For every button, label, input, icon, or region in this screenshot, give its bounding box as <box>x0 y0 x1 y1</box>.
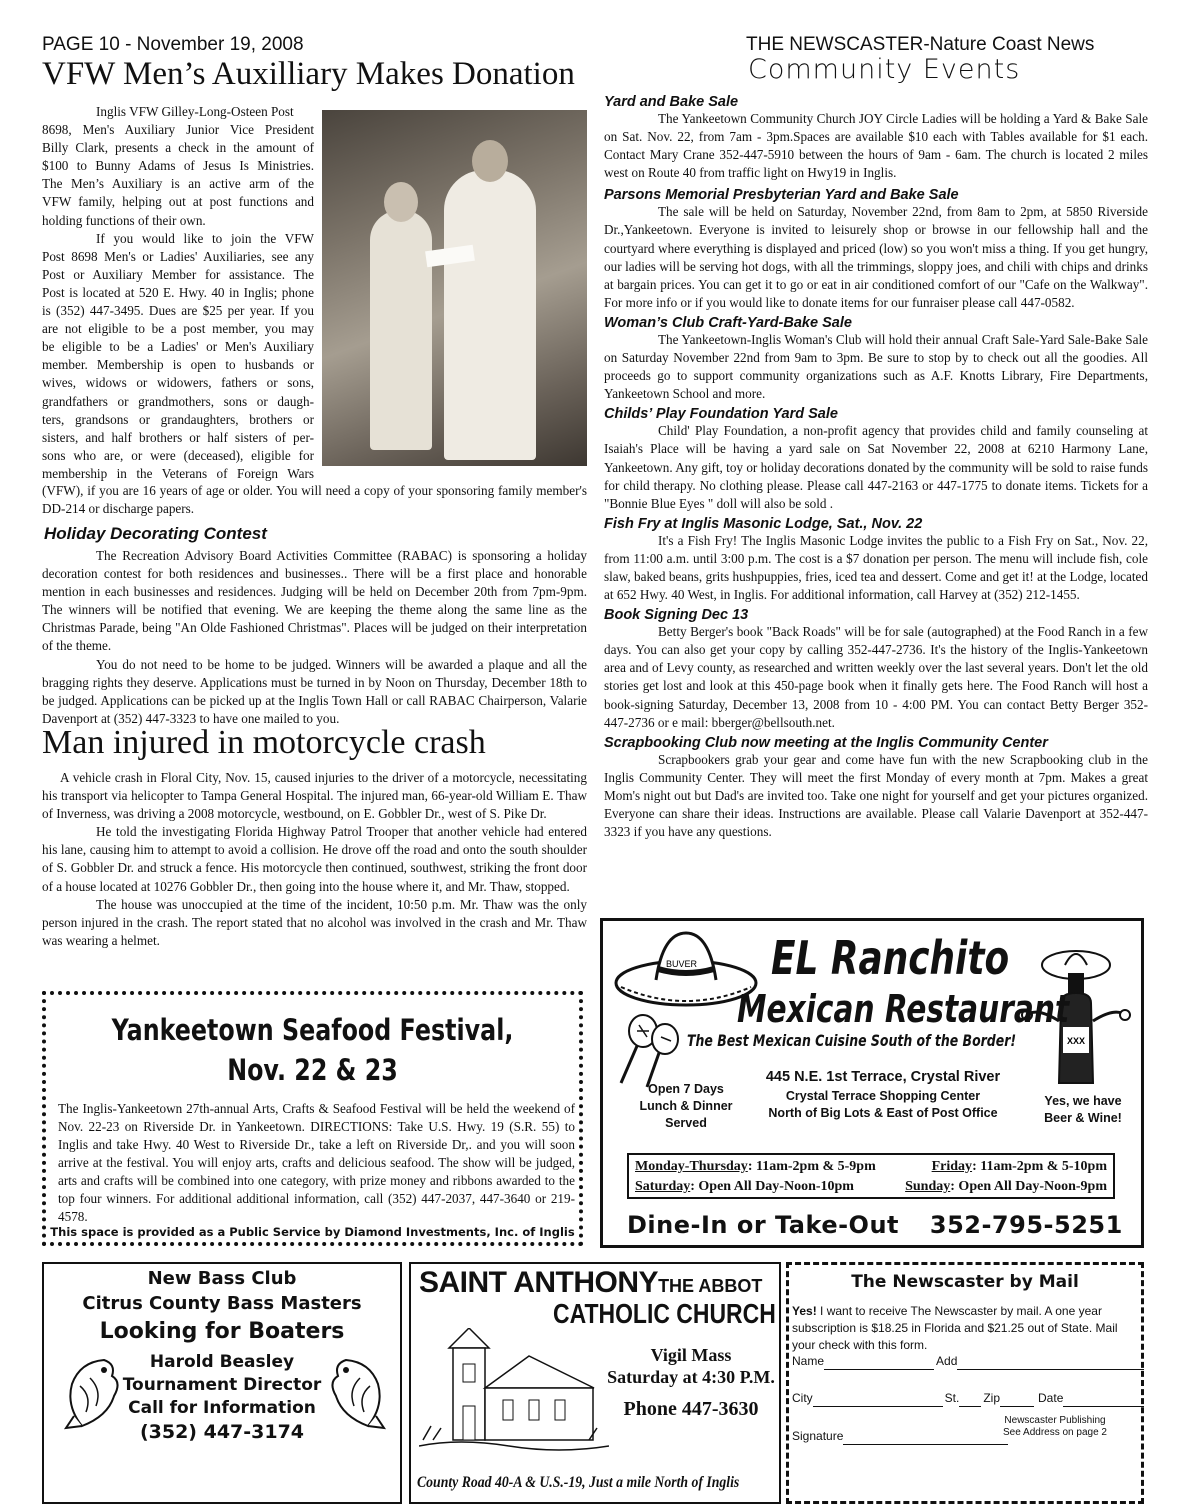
zip-label: Zip <box>983 1391 1001 1405</box>
bass-line-2: Citrus County Bass Masters <box>82 1293 362 1314</box>
event-heading: Scrapbooking Club now meeting at the Inglis Community Center <box>604 734 1048 751</box>
open-line: Lunch & Dinner <box>639 1099 733 1113</box>
ranchito-center: Crystal Terrace Shopping Center <box>785 1089 981 1103</box>
subscription-body: I want to receive The Newscaster by mail. A one year subscription is $18.25 in Florida and $21.25 out of State. Mail your check with this form. <box>792 1304 1118 1352</box>
open-line: Served <box>665 1116 707 1130</box>
name-field[interactable] <box>824 1353 934 1370</box>
seafood-festival-box <box>42 991 583 1246</box>
hours-item <box>635 1157 876 1177</box>
vfw-line: VFW family, helping out at post functions and <box>42 194 314 210</box>
vfw-line: ters, grandsons or grandaughters, brothers or <box>42 411 314 427</box>
vfw-photo <box>322 110 587 466</box>
holiday-paragraph-1: The Recreation Advisory Board Activities Committee (RABAC) is sponsoring a holiday decoration contest for both residences and businesses.. There will be a first place and honorable mention in each businesses and residences. Judging will be held on December 20th from 7pm-9pm. The winners will be notified that evening. We are keeping the theme along the same line as the Christmas Parade, being "An Olde Fashioned Christmas". Places will be judged on their interpretation of the theme. <box>42 548 587 654</box>
bass-line-1: New Bass Club <box>147 1268 297 1289</box>
vfw-line: Billy Clark, presents a check in the amount of <box>42 140 314 156</box>
event-item <box>604 607 1148 732</box>
moto-headline: Man injured in motorcycle crash <box>42 724 486 761</box>
hours-day: Friday <box>931 1159 973 1174</box>
festival-credit: This space is provided as a Public Service by Diamond Investments, Inc. of Inglis <box>50 1225 575 1239</box>
vfw-line: holding functions of their own. <box>42 212 206 228</box>
event-item <box>604 516 1148 604</box>
church-footer: County Road 40-A & U.S.-19, Just a mile North of Inglis <box>417 1474 740 1491</box>
vfw-line: be eligible to be a Ladies' or Men's Auxiliary <box>42 339 314 355</box>
moto-paragraph-1: A vehicle crash in Floral City, Nov. 15, caused injuries to the driver of a motorcycle, necessitating his transport via helicopter to Tampa General Hospital. The injured man, 66-year-old William E. Thaw of Inverness, was driving a 2008 motorcycle, westbound, on E. Gobbler Dr., west of S. Pike Dr. <box>42 770 587 822</box>
photo-woman <box>370 210 432 450</box>
hours-item <box>635 1177 854 1197</box>
ranchito-subtitle: Mexican Restaurant <box>737 987 1070 1031</box>
church-phone: Phone 447-3630 <box>623 1398 759 1420</box>
vfw-paragraph-tail: (VFW), if you are 16 years of age or older. You will need a copy of your sponsoring family member's DD-214 or discharge papers. <box>42 483 587 517</box>
page-header-left: PAGE 10 - November 19, 2008 <box>42 34 304 55</box>
event-heading: Book Signing Dec 13 <box>604 607 749 624</box>
maracas-icon <box>617 1011 687 1091</box>
vfw-line: Post is located at 520 E. Hwy. 40 in Inglis; phone <box>42 284 314 300</box>
ranchito-dine-phone <box>627 1211 1123 1239</box>
vfw-headline: VFW Men’s Auxilliary Makes Donation <box>42 56 575 92</box>
event-heading: Parsons Memorial Presbyterian Yard and Bake Sale <box>604 187 959 204</box>
vfw-line: is (352) 447-3495. Dues are $25 per year. If you <box>42 303 314 319</box>
vfw-line: are not eligible to be a post member, you may <box>42 321 314 337</box>
subscription-text <box>792 1303 1144 1354</box>
hours-day: Saturday <box>635 1179 691 1194</box>
event-body: Betty Berger's book "Back Roads" will be for sale (autographed) at the Food Ranch in a few days. You can also get your copy by calling 352-447-2736. It's the history of the Inglis-Yankeetown area and of Levy county, as researched and written weekly over the last several years. Don't let the old stories get lost and look at this 450-page book when it finally gets here. The Food Ranch will host a book-signing Saturday, December 13, 2008 from 10 - 4:00 PM. You can contact Betty Berger 352-447-2736 or e mail: bberger@bellsouth.net. <box>604 624 1148 730</box>
hours-time: : Open All Day-Noon-9pm <box>950 1179 1107 1194</box>
saint-anthony-church-ad <box>409 1262 781 1504</box>
hours-item <box>932 1157 1107 1177</box>
signature-row <box>792 1428 1144 1445</box>
moto-body <box>42 769 587 950</box>
church-name-2: THE ABBOT <box>658 1276 763 1296</box>
event-body: The sale will be held on Saturday, November 22nd, from 8am to 2pm, at 5850 Riverside Dr.,Yankeetown. Everyone is invited to leisurely shop or browse in our fellowship hall and the courtyard where everything is displayed and priced (low) so you won't miss a thing. If you get hungry, our ladies will be serving hot dogs, with all the trimmings, sloppy joes, and chili with chips and drinks at bargain prices. You can get it to go or eat in air conditioned comfort of our "Cafe on the Walkway". For more info or if you would like to donate items for our funraiser please call 447-0582. <box>604 204 1148 310</box>
ranchito-hours <box>627 1153 1115 1199</box>
add-label: Add <box>936 1354 958 1368</box>
vfw-paragraph-1 <box>42 103 314 483</box>
vfw-line: Inglis VFW Gilley-Long-Osteen Post <box>96 104 294 119</box>
ranchito-open <box>621 1081 751 1132</box>
city-row <box>792 1390 1144 1407</box>
vfw-line: member. Membership is open to husbands or <box>42 357 314 373</box>
open-line: Open 7 Days <box>648 1082 724 1096</box>
bottle-label: XXX <box>1067 1036 1086 1046</box>
vfw-line: If you would like to join the VFW <box>96 230 314 246</box>
beer-line: Yes, we have <box>1044 1094 1122 1108</box>
hours-time: : 11am-2pm & 5-10pm <box>972 1159 1107 1174</box>
event-body: Scrapbookers grab your gear and come have fun with the new Scrapbooking club in the Inglis Community Center. They will meet the first Monday of every month at 7pm. Makes a great Mom's night out but Dad's are invited too. Take one night for yourself and get your pictures organized. Everyone can share their ideas. Instructions are available. Please call Valarie Davenport at 352-447-3323 if you have any questions. <box>604 751 1148 840</box>
name-add-row <box>792 1353 1144 1370</box>
bass-fish-icon-left <box>52 1356 124 1430</box>
date-label: Date <box>1038 1391 1064 1405</box>
events-column <box>604 94 1148 841</box>
subscription-form <box>786 1262 1144 1504</box>
bass-line-7: (352) 447-3174 <box>139 1421 305 1443</box>
date-field[interactable] <box>1063 1390 1144 1407</box>
photo-man-head <box>472 140 508 182</box>
event-item <box>604 735 1148 841</box>
church-mass-2: Saturday at 4:30 P.M. <box>607 1367 775 1387</box>
bass-line-4: Harold Beasley <box>149 1352 295 1372</box>
event-item <box>604 94 1148 182</box>
vfw-line: sons who are, or were (deceased), eligible for <box>42 447 314 463</box>
bass-line-5: Tournament Director <box>122 1375 322 1395</box>
vfw-line: grandfathers or grandmothers, sons or daugh- <box>42 393 314 409</box>
hours-item <box>905 1177 1107 1197</box>
address-field[interactable] <box>957 1353 1144 1370</box>
church-mass-1: Vigil Mass <box>650 1345 732 1365</box>
sombrero-label: BUVER <box>666 959 698 969</box>
page-header-right: THE NEWSCASTER-Nature Coast News <box>746 34 1095 55</box>
vfw-line: wives, widows or widowers, fathers or sons, <box>42 375 314 391</box>
festival-title-2: Nov. 22 & 23 <box>227 1053 398 1087</box>
event-heading: Woman’s Club Craft-Yard-Bake Sale <box>604 314 852 331</box>
subscription-title: The Newscaster by Mail <box>851 1272 1079 1292</box>
photo-man <box>444 170 536 460</box>
event-body: Child' Play Foundation, a non-profit agency that provides child and family counseling at Isaiah's Place will be having a yard sale on Sat November 22, 2008 at 6210 Harmony Lane, Yankeetown. Any gift, toy or holiday decorations donated by the community will be sold to raise funds for child therapy. No clothing please. Please call 447-2163 or 447-1775 to donate items. Tickets for a "Bonnie Blue Eyes " doll will also be sold . <box>604 423 1148 511</box>
moto-paragraph-3: The house was unoccupied at the time of the incident, 10:50 p.m. Mr. Thaw was the only person injured in the crash. The report stated that no alcohol was involved in the crash and Mr. Thaw was wearing a helmet. <box>42 896 587 948</box>
publisher-line-1: Newscaster Publishing <box>1004 1415 1106 1426</box>
event-item <box>604 315 1148 403</box>
ranchito-address-block <box>757 1069 1009 1122</box>
holiday-heading: Holiday Decorating Contest <box>44 524 267 543</box>
holiday-body <box>42 547 587 728</box>
city-label: City <box>792 1391 813 1405</box>
beer-line: Beer & Wine! <box>1044 1111 1122 1125</box>
hours-row <box>635 1177 1107 1197</box>
state-label: St. <box>944 1391 960 1405</box>
festival-body: The Inglis-Yankeetown 27th-annual Arts, Crafts & Seafood Festival will be held the weekend of Nov. 22-23 on Riverside Dr. in Yankeetown. DIRECTIONS: Take U.S. Hwy. 19 (S.R. 55) to Inglis and take Hwy. 40 West to Riverside Dr., take a left on Riverside Dr,. and you will soon arrive at the festival. You will enjoy arts, crafts and delicious seafood. The show will be judged, arts and crafts will be combined into one category, with prize money and ribbons awarded to the top four winners. For additional additional information, call (352) 447-2037, 447-3640 or 219-4578. <box>58 1101 575 1224</box>
vfw-line: Post or Auxiliary Member for assistance. The <box>42 266 314 282</box>
ranchito-beer <box>1023 1093 1143 1127</box>
church-name-3: CATHOLIC CHURCH <box>553 1298 776 1329</box>
bass-fish-icon-right <box>326 1356 398 1430</box>
event-item <box>604 406 1148 512</box>
event-body: It's a Fish Fry! The Inglis Masonic Lodge invites the public to a Fish Fry on Sat., Nov. 22, from 11:00 a.m. until 3:00 p.m. The cost is a $7 donation per person. The menu will include fish, cole slaw, baked beans, grits hushpuppies, fries, iced tea and dessert. Come and get it! at the Lodge, located at 652 Hwy. 40 West, in Inglis. For additional information, call Harvey at (352) 212-1455. <box>604 532 1148 603</box>
vfw-line: The Men’s Auxiliary is an active arm of the <box>42 176 314 192</box>
event-heading: Childs’ Play Foundation Yard Sale <box>604 406 838 423</box>
church-building-icon <box>419 1328 609 1458</box>
vfw-line: $100 to Bunny Adams of Jesus Is Ministries. <box>42 158 314 174</box>
hours-time: : Open All Day-Noon-10pm <box>690 1179 854 1194</box>
ranchito-direction: North of Big Lots & East of Post Office <box>768 1106 998 1120</box>
church-name-1: SAINT ANTHONY <box>419 1266 659 1299</box>
event-heading: Yard and Bake Sale <box>604 94 739 110</box>
ranchito-name: EL Ranchito <box>771 931 1010 985</box>
subscription-yes: Yes! <box>792 1304 817 1318</box>
church-mass <box>603 1344 779 1388</box>
name-label: Name <box>792 1354 825 1368</box>
event-body: The Yankeetown-Inglis Woman's Club will hold their annual Craft Sale-Yard Sale-Bake Sale on Saturday November 22nd from 9am to 3pm. Be sure to stop by to check out all the goodies. All proceeds go to support community organizations such as A.F. Knotts Library, Fire Departments, Yankeetown School and more. <box>604 331 1148 402</box>
signature-field[interactable] <box>843 1428 1008 1445</box>
hours-day: Sunday <box>905 1179 951 1194</box>
el-ranchito-ad <box>600 918 1144 1248</box>
ranchito-address: 445 N.E. 1st Terrace, Crystal River <box>765 1069 1001 1085</box>
hours-day: Monday-Thursday <box>635 1159 748 1174</box>
vfw-line: Post 8698 Men's or Ladies' Auxiliaries, see any <box>42 248 314 264</box>
section-title: Community Events <box>748 54 1021 85</box>
hours-time: : 11am-2pm & 5-9pm <box>747 1159 876 1174</box>
zip-field[interactable] <box>1000 1390 1034 1407</box>
publisher-line-2: See Address on page 2 <box>1003 1427 1107 1438</box>
vfw-line: 8698, Men's Auxiliary Junior Vice President <box>42 122 314 138</box>
event-heading: Fish Fry at Inglis Masonic Lodge, Sat., Nov. 22 <box>604 515 923 532</box>
ranchito-phone: 352-795-5251 <box>929 1211 1123 1239</box>
signature-label: Signature <box>792 1429 844 1443</box>
state-field[interactable] <box>959 1390 981 1407</box>
church-name-line <box>419 1266 762 1300</box>
hours-row <box>635 1157 1107 1177</box>
moto-paragraph-2: He told the investigating Florida Highway Patrol Trooper that another vehicle had entered his lane, causing him to attempt to avoid a collision. He drove off the road and onto the south shoulder of S. Gobbler Dr. and struck a fence. His motorcycle then continued, southwest, striking the front door of a house located at 10276 Gobbler Dr., then going into the house where it, and Mr. Thaw, stopped. <box>42 824 587 894</box>
bass-line-3: Looking for Boaters <box>99 1319 345 1344</box>
photo-woman-head <box>384 182 418 222</box>
event-body: The Yankeetown Community Church JOY Circle Ladies will be holding a Yard & Bake Sale on Sat. Nov. 22, from 7am - 3pm.Spaces are available $10 each with Tables available for $1 each. Contact Mary Crane 352-447-5910 between the hours of 9am - 6am. The church is located 2 miles west on Route 40 from traffic light on Hwy19 in Inglis. <box>604 111 1148 181</box>
vfw-line: sisters, and half brothers or half sisters of per- <box>42 429 314 445</box>
bass-club-ad <box>42 1262 402 1504</box>
city-field[interactable] <box>813 1390 943 1407</box>
ranchito-dine: Dine-In or Take-Out <box>627 1211 900 1239</box>
event-item <box>604 187 1148 312</box>
festival-title-1: Yankeetown Seafood Festival, <box>111 1013 514 1047</box>
ranchito-tagline: The Best Mexican Cuisine South of the Border! <box>687 1031 1017 1050</box>
holiday-paragraph-2: You do not need to be home to be judged. Winners will be awarded a plaque and all the bragging rights they deserve. Applications must be turned in by Noon on Thursday, December 18th to be judged. Applications can be picked up at the Inglis Town Hall or call RABAC Chairperson, Valarie Davenport at (352) 447-3323 to have one mailed to you. <box>42 656 587 726</box>
vfw-line: membership in the Veterans of Foreign Wars <box>42 465 314 481</box>
bass-line-6: Call for Information <box>128 1398 316 1418</box>
